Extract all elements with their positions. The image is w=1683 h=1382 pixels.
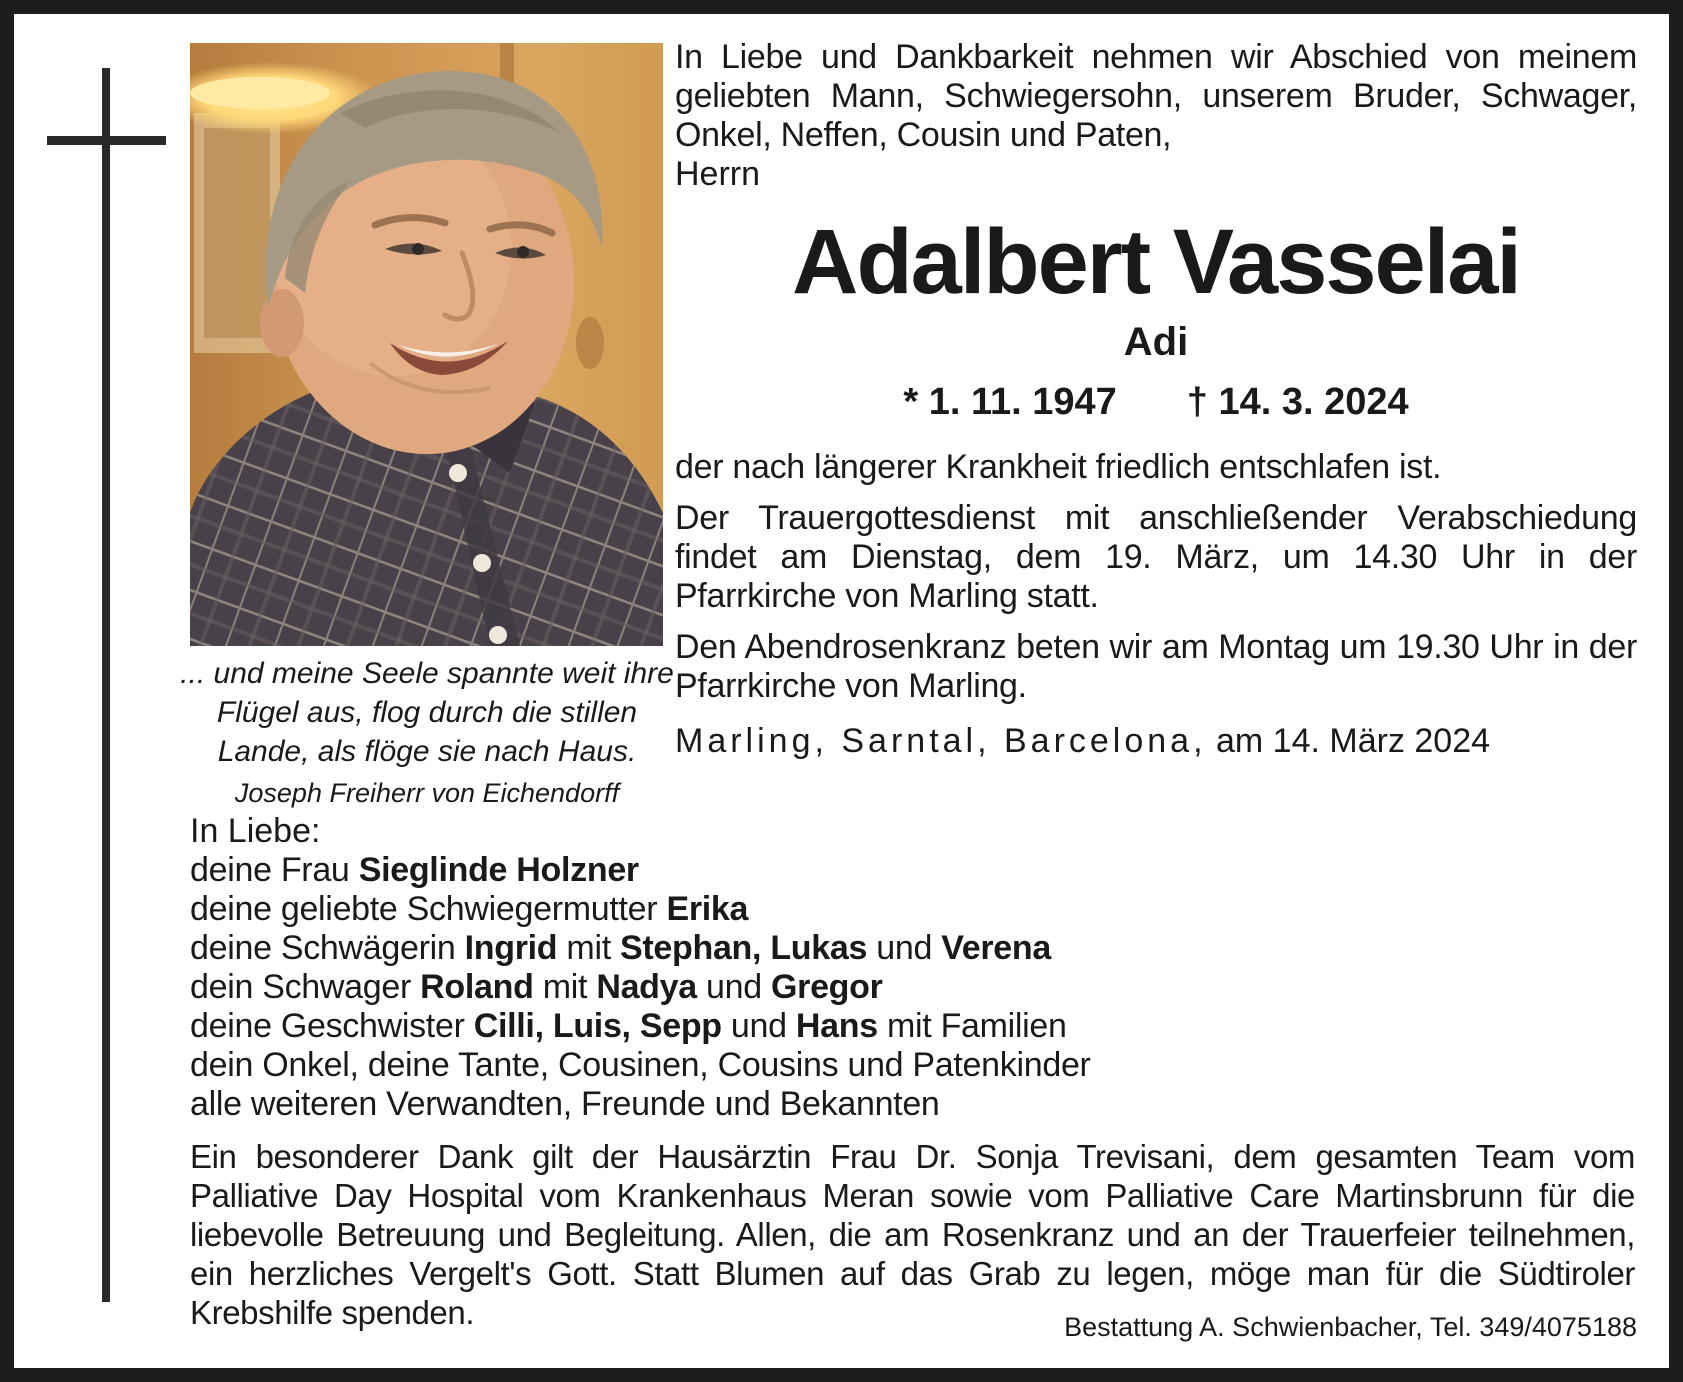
intro-text: In Liebe und Dankbarkeit nehmen wir Abschied von meinem geliebten Mann, Schwiegersohn, unserem Bruder, Schwager, Onkel, Neffen, Cousin und Paten,	[675, 38, 1637, 154]
mourners-heading: In Liebe:	[190, 812, 321, 850]
mourner-line: dein Schwager Roland mit Nadya und Gregor	[190, 968, 883, 1006]
mourner-line: deine Schwägerin Ingrid mit Stephan, Lukas und Verena	[190, 929, 1051, 967]
rosary-text: Den Abendrosenkranz beten wir am Montag um 19.30 Uhr in der Pfarrkirche von Marling.	[675, 627, 1637, 705]
portrait-illustration	[190, 43, 663, 646]
portrait-photo	[190, 43, 663, 646]
announcement-column	[675, 38, 1637, 761]
life-dates	[675, 381, 1637, 424]
dateline-date: am 14. März 2024	[1216, 721, 1491, 760]
mourner-line: deine geliebte Schwiegermutter Erika	[190, 890, 749, 928]
mourner-line: deine Frau Sieglinde Holzner	[190, 851, 639, 889]
dateline	[675, 722, 1637, 761]
funeral-home-info: Bestattung A. Schwienbacher, Tel. 349/4075188	[1064, 1312, 1637, 1342]
memorial-quote	[152, 654, 702, 810]
quote-line: Flügel aus, flog durch die stillen	[216, 696, 638, 729]
mourner-line: dein Onkel, deine Tante, Cousinen, Cousins und Patenkinder	[190, 1046, 1091, 1084]
deceased-nickname: Adi	[1123, 319, 1189, 364]
salutation: Herrn	[675, 155, 761, 193]
death-date: † 14. 3. 2024	[1186, 380, 1409, 423]
deceased-name: Adalbert Vasselai	[792, 211, 1520, 313]
cross-bar	[47, 136, 166, 145]
cross-stem	[102, 68, 110, 1302]
service-text: Der Trauergottesdienst mit anschließender Verabschiedung findet am Dienstag, dem 19. März, um 14.30 Uhr in der Pfarrkirche von Marling statt.	[675, 498, 1637, 615]
birth-date: * 1. 11. 1947	[903, 380, 1117, 423]
quote-author: Joseph Freiherr von Eichendorff	[234, 778, 620, 808]
thanks-text: Ein besonderer Dank gilt der Hausärztin Frau Dr. Sonja Trevisani, dem gesamten Team vom Palliative Day Hospital vom Krankenhaus Meran sowie vom Palliative Care Martinsbrunn für die liebevolle Betreuung und Begleitung. Allen, die am Rosenkranz und an der Trauerfeier teilnehmen, ein herzliches Vergelt's Gott. Statt Blumen auf das Grab zu legen, möge man für die Südtiroler Krebshilfe spenden.	[190, 1138, 1635, 1331]
lower-section	[190, 812, 1635, 1332]
mourner-line: deine Geschwister Cilli, Luis, Sepp und Hans mit Familien	[190, 1007, 1067, 1045]
quote-line: Lande, als flöge sie nach Haus.	[217, 735, 637, 768]
quote-line: ... und meine Seele spannte weit ihre	[180, 657, 674, 690]
passing-text: der nach längerer Krankheit friedlich entschlafen ist.	[675, 447, 1442, 486]
mourner-line: alle weiteren Verwandten, Freunde und Bekannten	[190, 1085, 940, 1123]
dateline-places: Marling, Sarntal, Barcelona,	[675, 721, 1207, 760]
